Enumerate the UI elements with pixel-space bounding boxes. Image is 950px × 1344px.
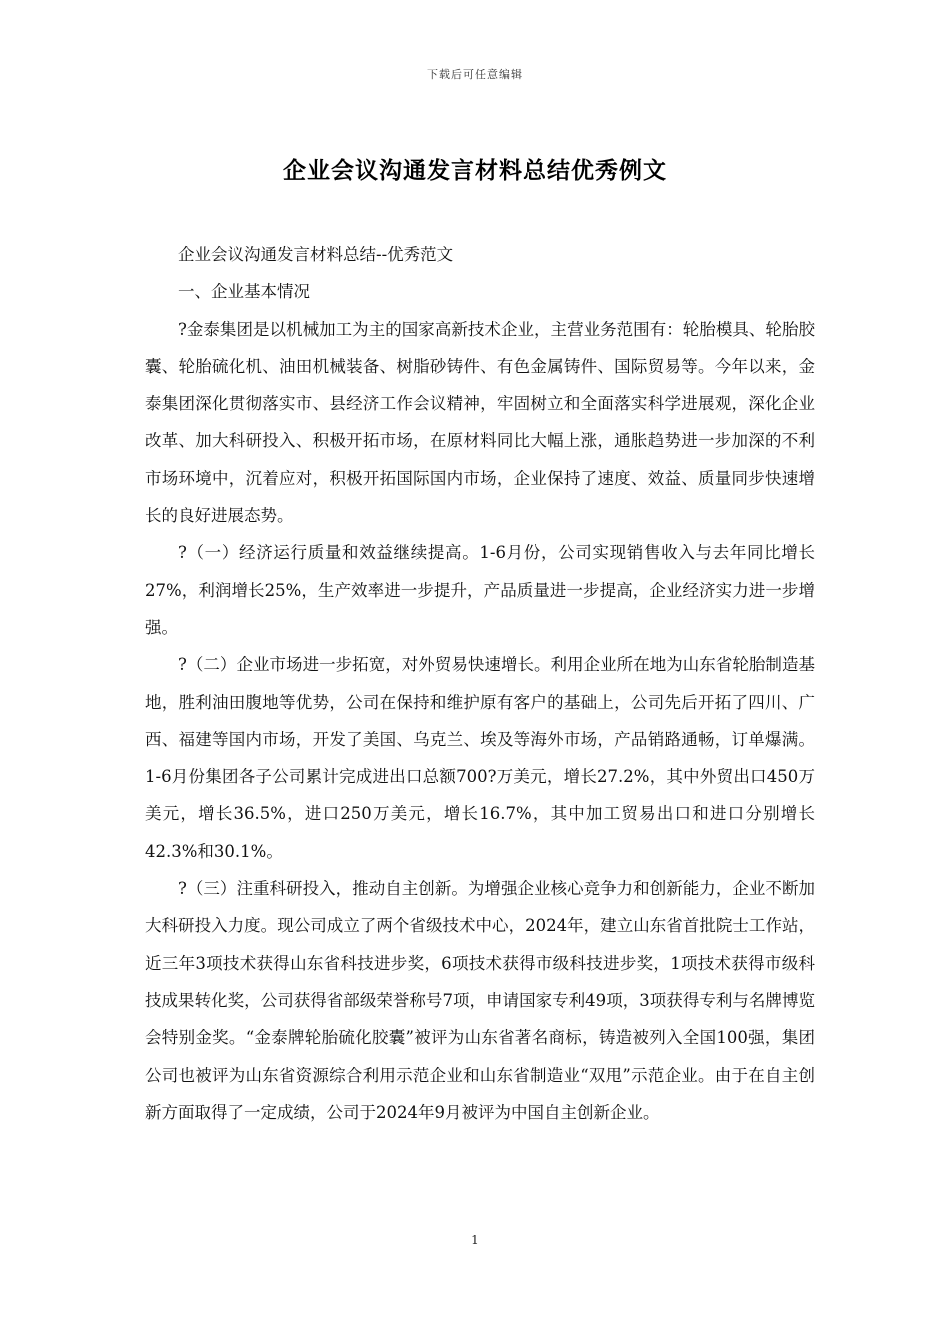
innovation-paragraph: ?（三）注重科研投入，推动自主创新。为增强企业核心竞争力和创新能力，企业不断加大科研投入力度。现公司成立了两个省级技术中心，2024年，建立山东省首批院士工作站，近三年3项技术获得山东省科技进步奖，6项技术获得市级科技进步奖，1项技术获得市级科技成果转化奖，公司获得省部级荣誉称号7项，申请国家专利49项，3项获得专利与名牌博览会特别金奖。“金泰牌轮胎硫化胶囊”被评为山东省著名商标，铸造被列入全国100强，集团公司也被评为山东省资源综合利用示范企业和山东省制造业“双甩”示范企业。由于在自主创新方面取得了一定成绩，公司于2024年9月被评为中国自主创新企业。 <box>145 879 815 1122</box>
market-paragraph: ?（二）企业市场进一步拓宽，对外贸易快速增长。利用企业所在地为山东省轮胎制造基地，胜利油田腹地等优势，公司在保持和维护原有客户的基础上，公司先后开拓了四川、广西、福建等国内市场，开发了美国、乌克兰、埃及等海外市场，产品销路通畅，订单爆满。1-6月份集团各子公司累计完成进出口总额700?万美元，增长27.2%，其中外贸出口450万美元，增长36.5%，进口250万美元，增长16.7%，其中加工贸易出口和进口分别增长42.3%和30.1%。 <box>145 655 815 861</box>
document-title: 企业会议沟通发言材料总结优秀例文 <box>283 157 667 184</box>
economic-paragraph: ?（一）经济运行质量和效益继续提高。1-6月份，公司实现销售收入与去年同比增长27%，利润增长25%，生产效率进一步提升，产品质量进一步提高，企业经济实力进一步增强。 <box>145 543 815 637</box>
intro-paragraph: ?金泰集团是以机械加工为主的国家高新技术企业，主营业务范围有：轮胎模具、轮胎胶囊、轮胎硫化机、油田机械装备、树脂砂铸件、有色金属铸件、国际贸易等。今年以来，金泰集团深化贯彻落实市、县经济工作会议精神，牢固树立和全面落实科学进展观，深化企业改革、加大科研投入、积极开拓市场，在原材料同比大幅上涨，通胀趋势进一步加深的不利市场环境中，沉着应对，积极开拓国际国内市场，企业保持了速度、效益、质量同步快速增长的良好进展态势。 <box>145 319 815 526</box>
header-note: 下载后可任意编辑 <box>427 68 523 81</box>
document-body <box>145 236 815 1131</box>
section-heading: 一、企业基本情况 <box>178 282 310 302</box>
subtitle-paragraph: 企业会议沟通发言材料总结--优秀范文 <box>178 245 454 264</box>
page-number: 1 <box>471 1233 479 1247</box>
